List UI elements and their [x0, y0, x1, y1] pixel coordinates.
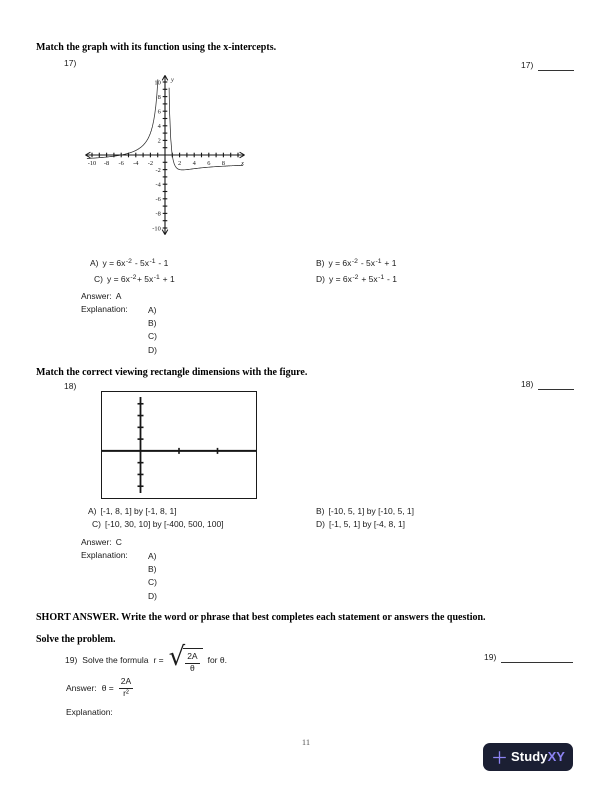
- section-header-viewing-rectangle: Match the correct viewing rectangle dimensions with the figure.: [36, 367, 308, 378]
- svg-text:-6: -6: [118, 159, 124, 167]
- explanation-item: A): [148, 551, 157, 561]
- section-header-match-graph: Match the graph with its function using the x-intercepts.: [36, 42, 277, 53]
- option-label: D): [316, 274, 325, 284]
- option-text: [-10, 30, 10] by [-400, 500, 100]: [104, 519, 224, 529]
- option-label: D): [316, 519, 325, 529]
- fraction: [185, 652, 199, 674]
- question-18-margin: [521, 378, 574, 389]
- option-label: C): [94, 274, 103, 284]
- option-formula: $y = 6x^{-2} - 5x^{-1} - 1$: [102, 257, 169, 268]
- option-formula: $y = 6x^{-2} + 5x^{-1} - 1$: [328, 273, 397, 284]
- option-label: C): [92, 519, 101, 529]
- radical-sign-icon: √: [168, 642, 186, 673]
- answer-value: A: [115, 291, 122, 301]
- section-header-short-answer: SHORT ANSWER. Write the word or phrase that best completes each statement or answers the question.: [36, 612, 486, 623]
- explanation-items-17: [148, 304, 157, 357]
- fraction-numerator: 2A: [185, 652, 199, 663]
- explanation-label-17: Explanation:: [81, 304, 128, 314]
- radical-expression: [168, 642, 203, 674]
- answer-blank-18: [538, 378, 574, 390]
- option-text: [-1, 5, 1] by [-4, 8, 1]: [328, 519, 406, 529]
- option-18-d: [316, 519, 405, 529]
- svg-text:-8: -8: [155, 210, 161, 218]
- svg-text:8: 8: [157, 93, 161, 101]
- svg-text:-8: -8: [103, 159, 110, 167]
- svg-text:4: 4: [192, 159, 196, 167]
- explanation-item: B): [148, 564, 157, 575]
- answer-value: C: [115, 537, 122, 547]
- explanation-item: C): [148, 577, 157, 588]
- option-18-c: [92, 519, 224, 529]
- studyxy-logo: [483, 743, 573, 771]
- fraction: [119, 677, 133, 699]
- logo-brand-right: XY: [547, 749, 565, 764]
- section-header-solve-problem: Solve the problem.: [36, 634, 116, 645]
- svg-text:-6: -6: [155, 196, 161, 204]
- svg-text:-2: -2: [147, 159, 154, 167]
- option-text: [-10, 5, 1] by [-10, 5, 1]: [328, 506, 415, 516]
- option-formula: $y = 6x^{-2} - 5x^{-1} + 1$: [328, 257, 397, 268]
- explanation-item: A): [148, 305, 157, 315]
- option-label: B): [316, 506, 325, 516]
- question-19-margin: [484, 651, 573, 662]
- option-18-b: [316, 506, 414, 516]
- option-17-a: [90, 258, 168, 268]
- answer-label: Answer:: [81, 291, 112, 301]
- option-text: [-1, 8, 1] by [-1, 8, 1]: [100, 506, 177, 516]
- logo-brand-left: Study: [511, 749, 548, 764]
- question-19-number: 19): [65, 655, 78, 665]
- option-label: B): [316, 258, 325, 268]
- function-graph-svg: [80, 62, 260, 244]
- answer-label: Answer:: [66, 683, 97, 693]
- option-formula: $y = 6x^{-2}+ 5x^{-1} + 1$: [106, 273, 175, 284]
- option-17-c: [94, 274, 175, 284]
- explanation-item: C): [148, 331, 157, 342]
- question-19-lhs: r =: [153, 655, 164, 665]
- page-number-text: 11: [301, 737, 311, 747]
- question-17-number: 17): [64, 58, 77, 68]
- explanation-items-18: [148, 550, 157, 603]
- svg-text:-4: -4: [155, 181, 161, 189]
- question-19-suffix: for θ.: [207, 655, 227, 665]
- fraction-denominator: r²: [123, 688, 129, 698]
- option-17-d: [316, 274, 397, 284]
- margin-number-19: 19): [484, 652, 497, 662]
- option-17-b: [316, 258, 396, 268]
- explanation-item: D): [148, 344, 157, 355]
- question-17-margin: [521, 59, 574, 70]
- svg-text:2: 2: [157, 137, 161, 145]
- svg-text:-10: -10: [87, 159, 97, 167]
- explanation-item: D): [148, 590, 157, 601]
- answer-18: [81, 537, 122, 547]
- explanation-label-19: Explanation:: [66, 707, 113, 717]
- svg-text:-4: -4: [133, 159, 139, 167]
- logo-text-study: [511, 748, 565, 766]
- margin-number-18: 18): [521, 379, 534, 389]
- question-18-figure: [101, 391, 257, 499]
- margin-number-17: 17): [521, 60, 534, 70]
- svg-text:y: y: [171, 76, 174, 84]
- svg-text:6: 6: [157, 108, 161, 116]
- radicand: [183, 648, 202, 674]
- answer-blank-19: [501, 651, 573, 663]
- answer-17: [81, 291, 121, 301]
- question-19-text: Solve the formula: [82, 655, 149, 665]
- answer-19: [66, 675, 133, 701]
- question-18-number: 18): [64, 381, 77, 391]
- explanation-label-18: Explanation:: [81, 550, 128, 560]
- fraction-numerator: 2A: [119, 677, 133, 688]
- answer-lhs: θ =: [101, 683, 114, 693]
- svg-text:8: 8: [221, 159, 226, 167]
- option-label: A): [90, 258, 99, 268]
- option-18-a: [88, 506, 177, 516]
- answer-blank-17: [538, 59, 574, 71]
- svg-text:-2: -2: [155, 166, 161, 174]
- svg-text:-10: -10: [152, 225, 161, 233]
- svg-text:x: x: [241, 159, 244, 167]
- svg-text:6: 6: [207, 159, 211, 167]
- viewing-window-svg: [102, 392, 256, 498]
- question-19: [65, 642, 227, 675]
- svg-text:2: 2: [177, 159, 182, 167]
- svg-text:10: 10: [154, 79, 161, 87]
- question-17-graph: [80, 62, 260, 249]
- answer-label: Answer:: [81, 537, 112, 547]
- option-label: A): [88, 506, 97, 516]
- plus-icon: [492, 750, 507, 765]
- fraction-denominator: θ: [190, 663, 195, 673]
- svg-text:4: 4: [157, 123, 161, 131]
- explanation-item: B): [148, 318, 157, 329]
